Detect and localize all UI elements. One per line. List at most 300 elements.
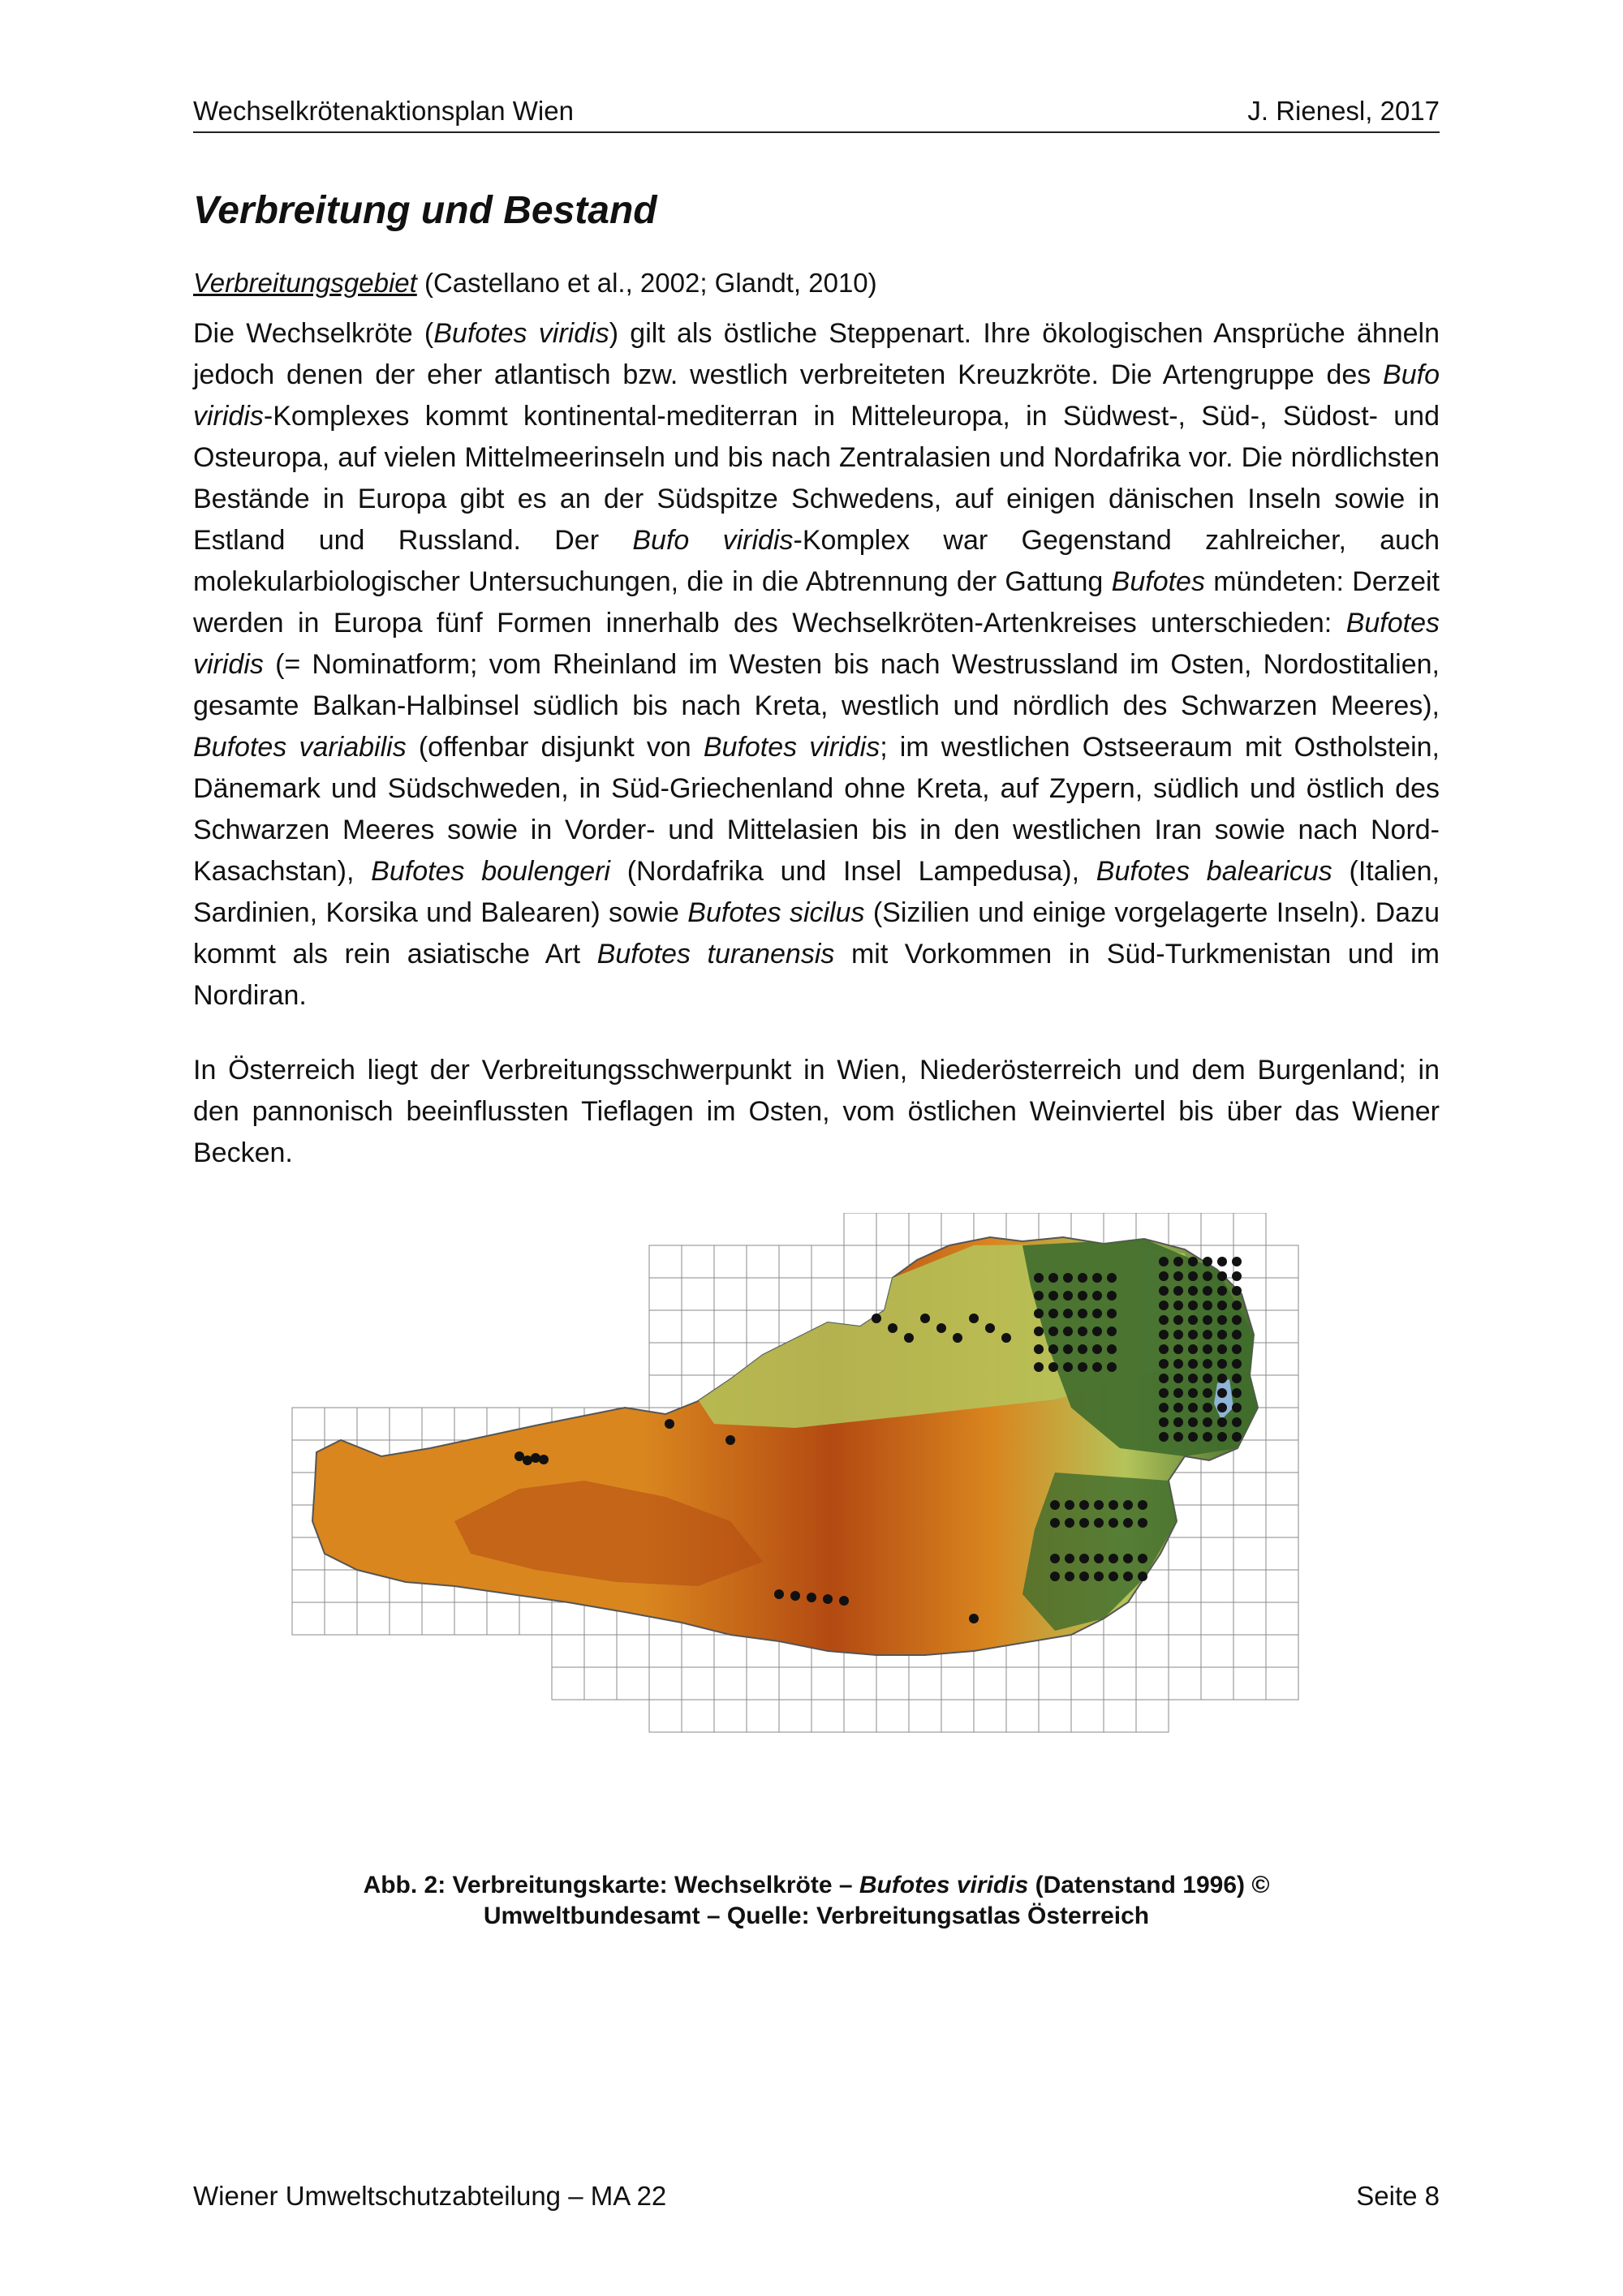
grid-cell xyxy=(1233,1667,1266,1700)
header-document-title: Wechselkrötenaktionsplan Wien xyxy=(193,96,574,126)
text-run: mit Vorkommen in Süd-Turkmenistan und im Nordiran. xyxy=(193,939,1440,1011)
occurrence-dot xyxy=(1232,1315,1242,1325)
grid-cell xyxy=(844,1700,876,1732)
occurrence-dot xyxy=(1173,1432,1183,1442)
occurrence-dot xyxy=(1173,1257,1183,1266)
grid-cell xyxy=(1201,1667,1233,1700)
grid-cell xyxy=(1201,1537,1233,1570)
grid-cell xyxy=(1266,1408,1298,1440)
occurrence-dot xyxy=(1107,1344,1117,1354)
footer-page-number: Seite 8 xyxy=(1356,2181,1440,2211)
grid-cell xyxy=(941,1667,974,1700)
grid-cell xyxy=(779,1700,812,1732)
grid-cell xyxy=(909,1700,941,1732)
grid-cell xyxy=(1104,1700,1136,1732)
occurrence-dot xyxy=(1217,1432,1227,1442)
grid-cell xyxy=(714,1667,747,1700)
occurrence-dot xyxy=(1203,1315,1212,1325)
grid-cell xyxy=(779,1278,812,1310)
grid-cell xyxy=(747,1278,779,1310)
grid-cell xyxy=(1201,1473,1233,1505)
grid-cell xyxy=(1266,1245,1298,1278)
occurrence-dot xyxy=(1063,1309,1073,1318)
occurrence-dot xyxy=(1123,1572,1133,1581)
occurrence-dot xyxy=(1188,1330,1198,1339)
occurrence-dot xyxy=(1078,1291,1087,1301)
occurrence-dot xyxy=(1138,1500,1147,1510)
grid-cell xyxy=(649,1343,682,1375)
grid-cell xyxy=(682,1343,714,1375)
occurrence-dot xyxy=(1217,1359,1227,1369)
grid-cell xyxy=(909,1667,941,1700)
grid-cell xyxy=(1266,1505,1298,1537)
occurrence-dot xyxy=(1232,1374,1242,1383)
grid-cell xyxy=(1266,1602,1298,1635)
occurrence-dot xyxy=(1079,1518,1089,1528)
grid-cell xyxy=(941,1700,974,1732)
occurrence-dot xyxy=(1173,1330,1183,1339)
occurrence-dot xyxy=(1232,1344,1242,1354)
grid-cell xyxy=(454,1602,487,1635)
occurrence-dot xyxy=(1232,1359,1242,1369)
grid-cell xyxy=(714,1278,747,1310)
grid-cell xyxy=(812,1700,844,1732)
occurrence-dot xyxy=(1034,1344,1044,1354)
occurrence-dot xyxy=(665,1419,674,1429)
species-name: Bufotes viridis xyxy=(433,318,609,349)
grid-cell xyxy=(325,1408,357,1440)
occurrence-dot xyxy=(1159,1286,1169,1296)
grid-cell xyxy=(682,1278,714,1310)
species-name: Bufotes turanensis xyxy=(596,939,835,970)
occurrence-dot xyxy=(1159,1374,1169,1383)
occurrence-dot xyxy=(1079,1572,1089,1581)
occurrence-dot xyxy=(1232,1403,1242,1412)
occurrence-dot xyxy=(1048,1362,1058,1372)
occurrence-dot xyxy=(1159,1388,1169,1398)
grid-cell xyxy=(1071,1700,1104,1732)
grid-cell xyxy=(1169,1213,1201,1245)
occurrence-dot xyxy=(1203,1374,1212,1383)
occurrence-dot xyxy=(1159,1301,1169,1310)
occurrence-dot xyxy=(1048,1291,1058,1301)
grid-cell xyxy=(1266,1278,1298,1310)
occurrence-dot xyxy=(1092,1291,1102,1301)
occurrence-dot xyxy=(1188,1432,1198,1442)
occurrence-dot xyxy=(1232,1301,1242,1310)
occurrence-dot xyxy=(1094,1500,1104,1510)
occurrence-dot xyxy=(1203,1417,1212,1427)
caption-text: Abb. 2: Verbreitungskarte: Wechselkröte – xyxy=(363,1872,859,1898)
grid-cell xyxy=(1136,1700,1169,1732)
text-run: ) gilt als östliche Steppenart. Ihre ökologischen Ansprüche ähneln jedoch denen der eher atlantisch bzw. westlich verbreiteten Kreuzkröte. Die Artengruppe des xyxy=(193,318,1440,390)
occurrence-dot xyxy=(1217,1374,1227,1383)
occurrence-dot xyxy=(1203,1257,1212,1266)
header-author-year: J. Rienesl, 2017 xyxy=(1247,96,1440,126)
text-run: Die Wechselkröte ( xyxy=(193,318,434,349)
occurrence-dot xyxy=(1203,1286,1212,1296)
grid-cell xyxy=(1136,1602,1169,1635)
grid-cell xyxy=(1039,1667,1071,1700)
occurrence-dot xyxy=(1078,1326,1087,1336)
grid-cell xyxy=(1233,1213,1266,1245)
text-run: (= Nominatform; vom Rheinland im Westen bis nach Westrussland im Osten, Nordostitalien, gesamte Balkan-Halbinsel südlich bis nach Kreta, westlich und nördlich des Schwarzen Meeres), xyxy=(193,649,1440,721)
grid-cell xyxy=(1006,1667,1039,1700)
occurrence-dot xyxy=(985,1323,995,1333)
grid-cell xyxy=(1201,1570,1233,1602)
occurrence-dot xyxy=(1107,1326,1117,1336)
grid-cell xyxy=(1266,1310,1298,1343)
occurrence-dot xyxy=(1173,1315,1183,1325)
occurrence-dot xyxy=(904,1333,914,1343)
occurrence-dot xyxy=(1232,1286,1242,1296)
occurrence-dot xyxy=(1159,1417,1169,1427)
grid-cell xyxy=(974,1700,1006,1732)
occurrence-dot xyxy=(1203,1271,1212,1281)
occurrence-dot xyxy=(1217,1330,1227,1339)
paragraph-austria: In Österreich liegt der Verbreitungsschwerpunkt in Wien, Niederösterreich und dem Burgenland; in den pannonisch beeinflussten Tieflagen im Osten, vom östlichen Weinviertel bis über das Wiener Becken. xyxy=(193,1055,1440,1168)
occurrence-dot xyxy=(1034,1291,1044,1301)
occurrence-dot xyxy=(1159,1344,1169,1354)
occurrence-dot xyxy=(1094,1554,1104,1563)
grid-cell xyxy=(649,1310,682,1343)
species-name: Bufotes viridis xyxy=(193,608,1440,680)
footer-department: Wiener Umweltschutzabteilung – MA 22 xyxy=(193,2181,667,2211)
grid-cell xyxy=(519,1602,552,1635)
grid-cell xyxy=(844,1667,876,1700)
occurrence-dot xyxy=(1065,1518,1074,1528)
occurrence-dot xyxy=(1034,1362,1044,1372)
text-run: (offenbar disjunkt von xyxy=(406,732,704,763)
grid-cell xyxy=(649,1278,682,1310)
grid-cell xyxy=(876,1667,909,1700)
occurrence-dot xyxy=(1203,1432,1212,1442)
occurrence-dot xyxy=(1034,1326,1044,1336)
grid-cell xyxy=(747,1245,779,1278)
caption-species: Bufotes viridis xyxy=(859,1872,1029,1898)
grid-cell xyxy=(747,1310,779,1343)
grid-cell xyxy=(682,1310,714,1343)
occurrence-dot xyxy=(1138,1572,1147,1581)
occurrence-dot xyxy=(1092,1309,1102,1318)
species-name: Bufotes boulengeri xyxy=(371,856,610,887)
occurrence-dot xyxy=(1159,1257,1169,1266)
grid-cell xyxy=(1266,1343,1298,1375)
subheading xyxy=(193,268,877,299)
occurrence-dot xyxy=(1188,1403,1198,1412)
occurrence-dot xyxy=(1232,1388,1242,1398)
grid-cell xyxy=(617,1667,649,1700)
subheading-label: Verbreitungsgebiet xyxy=(193,268,417,298)
occurrence-dot xyxy=(1048,1344,1058,1354)
grid-cell xyxy=(1039,1700,1071,1732)
grid-cell xyxy=(552,1635,584,1667)
occurrence-dot xyxy=(1217,1388,1227,1398)
grid-cell xyxy=(422,1408,454,1440)
occurrence-dot xyxy=(1188,1374,1198,1383)
occurrence-dot xyxy=(1203,1344,1212,1354)
occurrence-dot xyxy=(823,1594,833,1604)
occurrence-dot xyxy=(1159,1359,1169,1369)
grid-cell xyxy=(1266,1440,1298,1473)
occurrence-dot xyxy=(1050,1500,1060,1510)
grid-cell xyxy=(1136,1667,1169,1700)
occurrence-dot xyxy=(1094,1572,1104,1581)
occurrence-dot xyxy=(888,1323,898,1333)
grid-cell xyxy=(747,1700,779,1732)
species-name: Bufotes variabilis xyxy=(193,732,407,763)
occurrence-dot xyxy=(969,1314,979,1323)
grid-cell xyxy=(812,1278,844,1310)
occurrence-dot xyxy=(1173,1359,1183,1369)
species-name: Bufo viridis xyxy=(193,359,1440,432)
grid-cell xyxy=(1266,1375,1298,1408)
occurrence-dot xyxy=(1173,1271,1183,1281)
grid-cell xyxy=(357,1602,390,1635)
grid-cell xyxy=(1169,1635,1201,1667)
caption-text: (Datenstand 1996) © xyxy=(1028,1872,1270,1898)
grid-cell xyxy=(812,1667,844,1700)
occurrence-dot xyxy=(725,1435,735,1445)
occurrence-dot xyxy=(1159,1432,1169,1442)
occurrence-dot xyxy=(790,1591,800,1601)
species-name: Bufotes sicilus xyxy=(687,897,865,928)
grid-cell xyxy=(1233,1602,1266,1635)
grid-cell xyxy=(714,1635,747,1667)
grid-cell xyxy=(357,1408,390,1440)
grid-cell xyxy=(1006,1700,1039,1732)
grid-cell xyxy=(812,1245,844,1278)
occurrence-dot xyxy=(1217,1286,1227,1296)
occurrence-dot xyxy=(1217,1417,1227,1427)
text-run: (Italien, Sardinien, Korsika und Balearen) sowie xyxy=(193,856,1440,928)
grid-cell xyxy=(552,1602,584,1635)
occurrence-dot xyxy=(1079,1500,1089,1510)
occurrence-dot xyxy=(539,1455,549,1464)
occurrence-dot xyxy=(1173,1301,1183,1310)
occurrence-dot xyxy=(1063,1362,1073,1372)
grid-cell xyxy=(649,1667,682,1700)
occurrence-dot xyxy=(1078,1309,1087,1318)
occurrence-dot xyxy=(969,1614,979,1623)
occurrence-dot xyxy=(1203,1403,1212,1412)
species-name: Bufotes viridis xyxy=(703,732,880,763)
occurrence-dot xyxy=(953,1333,962,1343)
grid-cell xyxy=(552,1667,584,1700)
grid-cell xyxy=(682,1700,714,1732)
occurrence-dot xyxy=(1092,1273,1102,1283)
occurrence-dot xyxy=(1173,1286,1183,1296)
occurrence-dot xyxy=(1078,1273,1087,1283)
occurrence-dot xyxy=(1065,1554,1074,1563)
grid-cell xyxy=(682,1667,714,1700)
distribution-map-figure xyxy=(243,1213,1396,1842)
grid-cell xyxy=(292,1570,325,1602)
occurrence-dot xyxy=(1232,1432,1242,1442)
figure-caption xyxy=(193,1870,1440,1932)
occurrence-dot xyxy=(1173,1417,1183,1427)
grid-cell xyxy=(1104,1635,1136,1667)
occurrence-dot xyxy=(1159,1315,1169,1325)
grid-cell xyxy=(325,1602,357,1635)
grid-cell xyxy=(714,1245,747,1278)
grid-cell xyxy=(1266,1635,1298,1667)
occurrence-dot xyxy=(1063,1273,1073,1283)
grid-cell xyxy=(1169,1602,1201,1635)
grid-cell xyxy=(1136,1635,1169,1667)
occurrence-dot xyxy=(1109,1518,1118,1528)
occurrence-dot xyxy=(1232,1271,1242,1281)
grid-cell xyxy=(844,1213,876,1245)
text-run: (Sizilien und einige vorgelagerte Inseln). Dazu kommt als rein asiatische Art xyxy=(193,897,1440,970)
grid-cell xyxy=(1266,1473,1298,1505)
occurrence-dot xyxy=(1065,1500,1074,1510)
grid-cell xyxy=(779,1245,812,1278)
occurrence-dot xyxy=(1063,1344,1073,1354)
occurrence-dot xyxy=(1217,1301,1227,1310)
text-run: ; im westlichen Ostseeraum mit Ostholstein, Dänemark und Südschweden, in Süd-Griechenland ohne Kreta, auf Zypern, südlich und östlich des Schwarzen Meeres sowie in Vorder- und Mittelasien bis in den westlichen Iran sowie nach Nord-Kasachstan), xyxy=(193,732,1440,887)
occurrence-dot xyxy=(1050,1518,1060,1528)
grid-cell xyxy=(292,1602,325,1635)
occurrence-dot xyxy=(1092,1344,1102,1354)
grid-cell xyxy=(1201,1505,1233,1537)
occurrence-dot xyxy=(1159,1330,1169,1339)
grid-cell xyxy=(1233,1473,1266,1505)
occurrence-dot xyxy=(1123,1554,1133,1563)
occurrence-dot xyxy=(1107,1273,1117,1283)
species-name: Bufotes balearicus xyxy=(1096,856,1332,887)
occurrence-dot xyxy=(1107,1291,1117,1301)
section-title: Verbreitung und Bestand xyxy=(193,189,657,232)
grid-cell xyxy=(487,1602,519,1635)
occurrence-dot xyxy=(1232,1417,1242,1427)
occurrence-dot xyxy=(1188,1417,1198,1427)
genus-name: Bufotes xyxy=(1111,566,1205,597)
grid-cell xyxy=(909,1213,941,1245)
occurrence-dot xyxy=(1034,1309,1044,1318)
occurrence-dot xyxy=(1109,1554,1118,1563)
occurrence-dot xyxy=(1050,1554,1060,1563)
occurrence-dot xyxy=(1188,1344,1198,1354)
occurrence-dot xyxy=(1001,1333,1011,1343)
grid-cell xyxy=(779,1667,812,1700)
text-run: (Nordafrika und Insel Lampedusa), xyxy=(610,856,1096,887)
occurrence-dot xyxy=(1217,1257,1227,1266)
occurrence-dot xyxy=(1078,1344,1087,1354)
occurrence-dot xyxy=(1217,1344,1227,1354)
grid-cell xyxy=(649,1375,682,1408)
caption-line-2: Umweltbundesamt – Quelle: Verbreitungsatlas Österreich xyxy=(483,1903,1150,1929)
grid-cell xyxy=(682,1635,714,1667)
occurrence-dot xyxy=(936,1323,946,1333)
grid-cell xyxy=(747,1667,779,1700)
grid-cell xyxy=(1201,1213,1233,1245)
grid-cell xyxy=(649,1635,682,1667)
grid-cell xyxy=(1233,1505,1266,1537)
grid-cell xyxy=(649,1700,682,1732)
occurrence-dot xyxy=(1123,1518,1133,1528)
occurrence-dot xyxy=(1065,1572,1074,1581)
occurrence-dot xyxy=(920,1314,930,1323)
grid-cell xyxy=(1071,1667,1104,1700)
occurrence-dot xyxy=(1109,1500,1118,1510)
grid-cell xyxy=(1104,1667,1136,1700)
grid-cell xyxy=(1233,1537,1266,1570)
occurrence-dot xyxy=(1188,1271,1198,1281)
grid-cell xyxy=(714,1700,747,1732)
grid-cell xyxy=(325,1570,357,1602)
grid-cell xyxy=(584,1667,617,1700)
occurrence-dot xyxy=(1188,1315,1198,1325)
occurrence-dot xyxy=(1173,1388,1183,1398)
occurrence-dot xyxy=(872,1314,881,1323)
grid-cell xyxy=(1266,1537,1298,1570)
occurrence-dot xyxy=(1232,1330,1242,1339)
occurrence-dot xyxy=(1188,1388,1198,1398)
occurrence-dot xyxy=(1107,1362,1117,1372)
occurrence-dot xyxy=(1232,1257,1242,1266)
occurrence-dot xyxy=(1203,1330,1212,1339)
grid-cell xyxy=(1201,1602,1233,1635)
grid-cell xyxy=(422,1602,454,1635)
austria-distribution-map xyxy=(243,1213,1396,1842)
occurrence-dot xyxy=(1092,1326,1102,1336)
occurrence-dot xyxy=(1063,1291,1073,1301)
occurrence-dot xyxy=(1203,1301,1212,1310)
occurrence-dot xyxy=(1203,1388,1212,1398)
occurrence-dot xyxy=(1173,1374,1183,1383)
occurrence-dot xyxy=(1079,1554,1089,1563)
grid-cell xyxy=(1169,1570,1201,1602)
grid-cell xyxy=(1233,1635,1266,1667)
occurrence-dot xyxy=(1173,1403,1183,1412)
grid-cell xyxy=(844,1245,876,1278)
occurrence-dot xyxy=(1188,1301,1198,1310)
grid-cell xyxy=(876,1700,909,1732)
occurrence-dot xyxy=(1050,1572,1060,1581)
occurrence-dot xyxy=(1159,1403,1169,1412)
grid-cell xyxy=(454,1408,487,1440)
occurrence-dot xyxy=(1138,1518,1147,1528)
occurrence-dot xyxy=(1123,1500,1133,1510)
grid-cell xyxy=(1169,1473,1201,1505)
occurrence-dot xyxy=(839,1596,849,1606)
occurrence-dot xyxy=(1159,1271,1169,1281)
grid-cell xyxy=(714,1310,747,1343)
grid-cell xyxy=(584,1635,617,1667)
occurrence-dot xyxy=(1188,1286,1198,1296)
grid-cell xyxy=(941,1213,974,1245)
occurrence-dot xyxy=(1217,1403,1227,1412)
occurrence-dot xyxy=(1203,1359,1212,1369)
occurrence-dot xyxy=(1078,1362,1087,1372)
occurrence-dot xyxy=(807,1593,816,1602)
caption-line-1 xyxy=(193,1870,1440,1901)
occurrence-dot xyxy=(1109,1572,1118,1581)
grid-cell xyxy=(617,1635,649,1667)
grid-cell xyxy=(844,1278,876,1310)
occurrence-dot xyxy=(1188,1257,1198,1266)
text-run: -Komplex war Gegenstand zahlreicher, auch molekularbiologischer Untersuchungen, die in die Abtrennung der Gattung xyxy=(193,525,1440,597)
grid-cell xyxy=(876,1213,909,1245)
grid-cell xyxy=(649,1245,682,1278)
occurrence-dot xyxy=(1217,1315,1227,1325)
occurrence-dot xyxy=(1138,1554,1147,1563)
grid-cell xyxy=(390,1602,422,1635)
grid-cell xyxy=(1169,1537,1201,1570)
grid-cell xyxy=(1071,1635,1104,1667)
occurrence-dot xyxy=(774,1589,784,1599)
